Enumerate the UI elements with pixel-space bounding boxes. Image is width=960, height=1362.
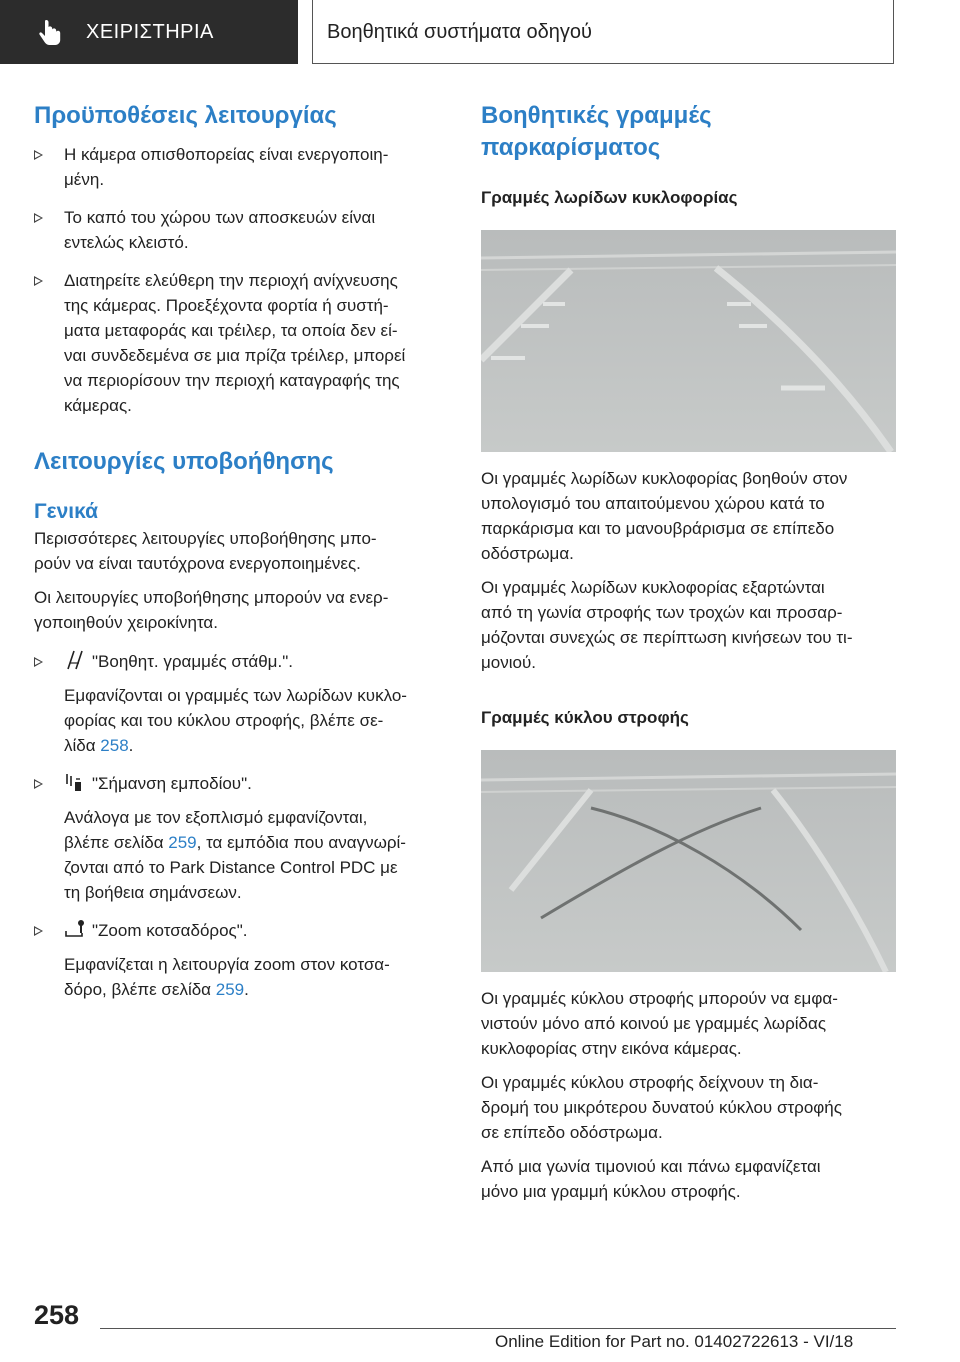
lane-heading: Γραμμές λωρίδων κυκλοφορίας: [481, 188, 738, 207]
left-column: [34, 100, 454, 1002]
assist-heading: Λειτουργίες υποβοήθησης: [34, 448, 334, 475]
bullet-triangle-icon: [34, 926, 43, 936]
turn-paragraph: Οι γραμμές κύκλου στροφής δείχνουν τη δια‐ δρομή του μικρότερου δυνατού κύκλου στροφής σε επίπεδο οδόστρωμα.: [481, 1073, 842, 1142]
function-item-parking-lines: [34, 649, 454, 758]
bullet-triangle-icon: [34, 213, 43, 223]
function-description: Εμφανίζεται η λειτουργία zoom στον κοτσα‐ δόρο, βλέπε σελίδα 259.: [64, 955, 390, 999]
turning-circle-camera-image: [481, 750, 896, 972]
prereq-item-text: Διατηρείτε ελεύθερη την περιοχή ανίχνευσης της κάμερας. Προεξέχοντα φορτία ή συστή‐ ματα μεταφοράς και τρέιλερ, τα οποία δεν εί‐ ναι συνδεδεμένα σε μια πρίζα τρέιλερ, μπορεί να περιορίσουν την περιοχή καταγραφής της κάμερας.: [64, 271, 406, 415]
lane-lines-camera-image: [481, 230, 896, 452]
prereq-item-text: Το καπό του χώρου των αποσκευών είναι εντελώς κλειστό.: [64, 208, 376, 252]
prereq-heading: Προϋποθέσεις λειτουργίας: [34, 102, 337, 129]
turn-heading: Γραμμές κύκλου στροφής: [481, 708, 689, 727]
obstacle-marking-icon: [64, 772, 86, 792]
right-column: [481, 100, 896, 1204]
function-description: Ανάλογα με τον εξοπλισμό εμφανίζονται, βλέπε σελίδα 259, τα εμπόδια που αναγνωρί‐ ζονται από το Park Distance Control PDC με τη βοήθεια σημάνσεων.: [64, 808, 406, 902]
prereq-item: [34, 268, 454, 418]
bullet-triangle-icon: [34, 276, 43, 286]
function-title: "Σήμανση εμποδίου".: [92, 774, 252, 793]
function-item-zoom-hitch: [34, 918, 454, 1002]
function-title: "Zoom κοτσαδόρος".: [92, 921, 248, 940]
lane-paragraph: Οι γραμμές λωρίδων κυκλοφορίας βοηθούν στον υπολογισμό του απαιτούμενου χώρου κατά το παρκάρισμα και το μανουβράρισμα σε επίπεδο οδόστρωμα.: [481, 469, 848, 563]
page-link[interactable]: 259: [168, 833, 197, 852]
section-title: ΧΕΙΡΙΣΤΗΡΙΑ: [86, 21, 214, 43]
general-paragraph: Περισσότερες λειτουργίες υποβοήθησης μπο‐ ρούν να είναι ταυτόχρονα ενεργοποιημένες.: [34, 529, 377, 573]
zoom-hitch-icon: [64, 919, 86, 939]
bullet-triangle-icon: [34, 150, 43, 160]
parking-lines-icon: [64, 650, 86, 670]
turn-paragraph: Οι γραμμές κύκλου στροφής μπορούν να εμφα‐ νιστούν μόνο από κοινού με γραμμές λωρίδας κυκλοφορίας στην εικόνα κάμερας.: [481, 989, 838, 1058]
chapter-title: Βοηθητικά συστήματα οδηγού: [327, 21, 592, 43]
prereq-item: [34, 205, 454, 255]
turn-paragraph: Από μια γωνία τιμονιού και πάνω εμφανίζεται μόνο μια γραμμή κύκλου στροφής.: [481, 1157, 821, 1201]
bullet-triangle-icon: [34, 779, 43, 789]
prereq-item: [34, 142, 454, 192]
function-item-obstacle-marking: [34, 771, 454, 905]
page-link[interactable]: 259: [215, 980, 245, 999]
bullet-triangle-icon: [34, 657, 43, 667]
header-chapter-box: [312, 0, 894, 64]
function-description: Εμφανίζονται οι γραμμές των λωρίδων κυκλο‐ φορίας και του κύκλου στροφής, βλέπε σε‐ λίδα 258.: [64, 686, 407, 755]
page-link[interactable]: 258: [100, 736, 129, 755]
footer-edition: Online Edition for Part no. 01402722613 - VI/18: [495, 1332, 854, 1351]
lines-heading: Βοηθητικές γραμμές παρκαρίσματος: [481, 102, 712, 161]
lane-paragraph: Οι γραμμές λωρίδων κυκλοφορίας εξαρτώνται από τη γωνία στροφής των τροχών και προσαρ‐ μόζονται συνεχώς σε περίπτωση κινήσεων του τι‐ μονιού.: [481, 578, 853, 672]
footer-divider: [100, 1328, 896, 1329]
prereq-item-text: Η κάμερα οπισθοπορείας είναι ενεργοποιη‐ μένη.: [64, 145, 389, 189]
hand-pointer-icon: [36, 20, 64, 48]
page-number: 258: [34, 1300, 80, 1330]
header-section-tab: [0, 0, 298, 64]
general-heading: Γενικά: [34, 500, 99, 523]
general-paragraph: Οι λειτουργίες υποβοήθησης μπορούν να ενερ‐ γοποιηθούν χειροκίνητα.: [34, 588, 389, 632]
function-title: "Βοηθητ. γραμμές στάθμ.".: [92, 652, 293, 671]
